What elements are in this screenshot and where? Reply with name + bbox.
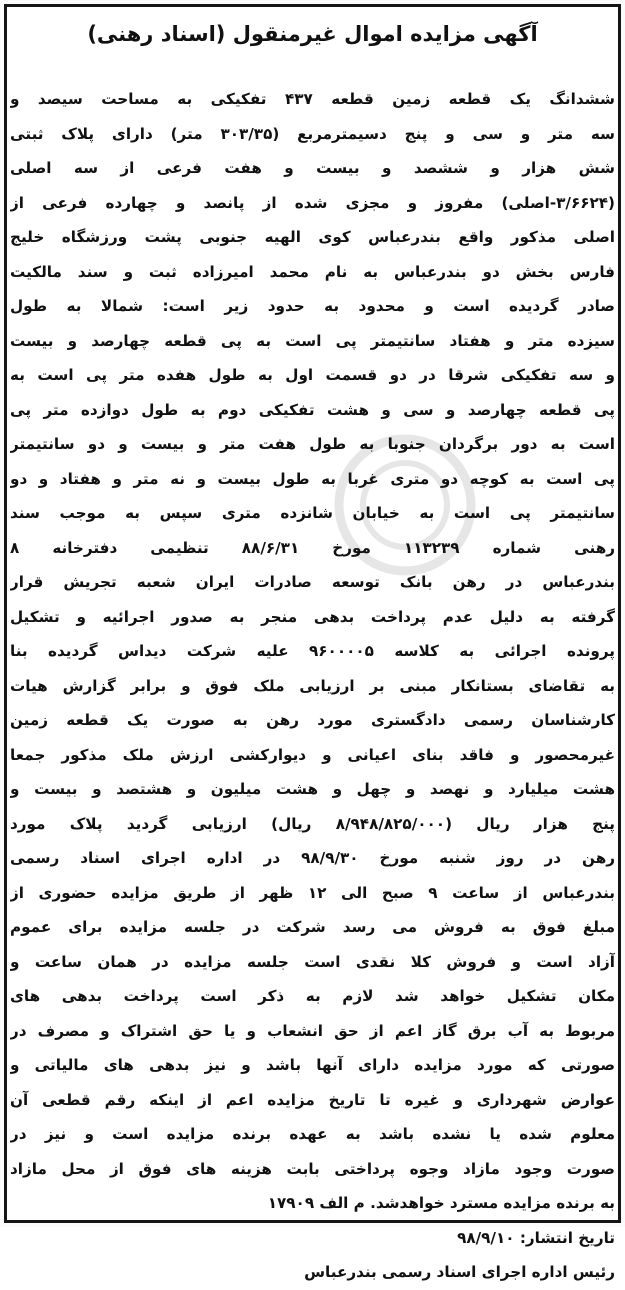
signature-line: رئیس اداره اجرای اسناد رسمی بندرعباس: [304, 1263, 615, 1281]
body-line: رهنی شماره ۱۱۳۲۳۹ مورخ ۸۸/۶/۳۱ تنظیمی دفترخانه ۸: [10, 538, 615, 557]
body-line: سه متر و سی و پنج دسیمترمربع (۳۰۳/۳۵ متر) دارای پلاک ثبتی: [10, 124, 615, 143]
body-line: مکان تشکیل خواهد شد لازم به ذکر است پرداخت بدهی های: [10, 987, 615, 1005]
body-line: و سه تفکیکی شرقا در دو قسمت اول به طول هفده متر پی است به: [10, 366, 615, 384]
body-line: گرفته به دلیل عدم پرداخت بدهی منجر به صدور اجرائیه و تشکیل: [10, 607, 615, 626]
body-line: رهن در روز شنبه مورخ ۹۸/۹/۳۰ در اداره اجرای اسناد رسمی: [10, 849, 615, 867]
body-line: شش هزار و ششصد و بیست و هفت فرعی از سه اصلی: [10, 159, 615, 177]
body-line: ششدانگ یک قطعه زمین قطعه ۴۳۷ تفکیکی به مساحت سیصد و: [10, 90, 615, 108]
body-line: پنج هزار ریال (۸/۹۴۸/۸۲۵/۰۰۰ ریال) ارزیابی گردید پلاک مورد: [10, 814, 615, 833]
body-line: آزاد است و فروش کلا نقدی است جلسه مزایده در همان ساعت و: [10, 952, 615, 971]
body-line: صورتی که مورد مزایده دارای آنها باشد و نیز بدهی های مالیاتی و: [10, 1056, 615, 1074]
body-line: کارشناسان رسمی دادگستری مورد رهن به صورت یک قطعه زمین: [10, 711, 615, 729]
notice-title: آگهی مزایده اموال غیرمنقول (اسناد رهنی): [87, 22, 538, 46]
body-line: اصلی مذکور واقع بندرعباس کوی الهیه جنوبی پشت ورزشگاه خلیج: [10, 228, 615, 246]
body-line: عوارض شهرداری و غیره تا تاریخ مزایده اعم از اینکه رقم قطعی آن: [10, 1090, 615, 1109]
body-line: غیرمحصور و فاقد بنای اعیانی و دیوارکشی ارزش ملک مذکور جمعا: [10, 745, 615, 764]
body-line: بندرعباس از ساعت ۹ صبح الی ۱۲ ظهر از طریق مزایده حضوری از: [10, 883, 615, 902]
body-line: سیزده متر و هفتاد سانتیمتر پی است به پی قطعه چهارصد و بیست: [10, 331, 615, 350]
body-line: هشت میلیارد و نهصد و چهل و هشت میلیون و هشتصد و بیست و: [10, 780, 615, 798]
body-line: به تقاضای بستانکار مبنی بر ارزیابی ملک فوق و برابر گزارش هیات: [10, 676, 615, 695]
notice-footer: [10, 1221, 615, 1290]
body-line: به برنده مزایده مسترد خواهدشد. م الف ۱۷۹۰۹: [267, 1194, 615, 1212]
body-line: پی است به کوچه دو متری غربا به طول بیست و نه متر و هفتاد و دو: [10, 469, 615, 488]
body-line: سانتیمتر پی است به خیابان شانزده متری سپس به موجب سند: [10, 504, 615, 522]
body-line: فارس بخش دو بندرعباس به نام محمد امیرزاده ثبت و سند مالکیت: [10, 262, 615, 281]
body-line: پی قطعه چهارصد و سی و هشت تفکیکی دوم به طول دوازده متر پی: [10, 400, 615, 419]
notice-body: [10, 82, 615, 1221]
body-line: مبلغ فوق به فروش می رسد شرکت در جلسه مزایده برای عموم: [10, 918, 615, 936]
body-line: بندرعباس در رهن بانک توسعه صادرات ایران شعبه تجریش قرار: [10, 573, 615, 591]
body-line: مربوط به آب برق گاز اعم از حق انشعاب و یا حق اشتراک و مصرف در: [10, 1021, 615, 1040]
publish-date: تاریخ انتشار: ۹۸/۹/۱۰: [457, 1228, 615, 1247]
body-line: است به دور برگردان جنوبا به طول هفت متر و بیست و دو سانتیمتر: [10, 435, 615, 453]
body-line: پرونده اجرائی به کلاسه ۹۶۰۰۰۰۵ علیه شرکت دیداس گردیده بنا: [10, 642, 615, 660]
body-line: (۳/۶۶۲۴-اصلی) مفروز و مجزی شده از پانصد و چهارده فرعی از: [10, 193, 615, 212]
body-line: صورت وجود مازاد وجوه پرداختی بابت هزینه های فوق از محل مازاد: [10, 1159, 615, 1178]
body-line: معلوم شده یا نشده باشد به عهده برنده مزایده است و نیز در: [10, 1125, 615, 1143]
body-line: صادر گردیده است و محدود به حدود زیر است: شمالا به طول: [10, 297, 615, 315]
